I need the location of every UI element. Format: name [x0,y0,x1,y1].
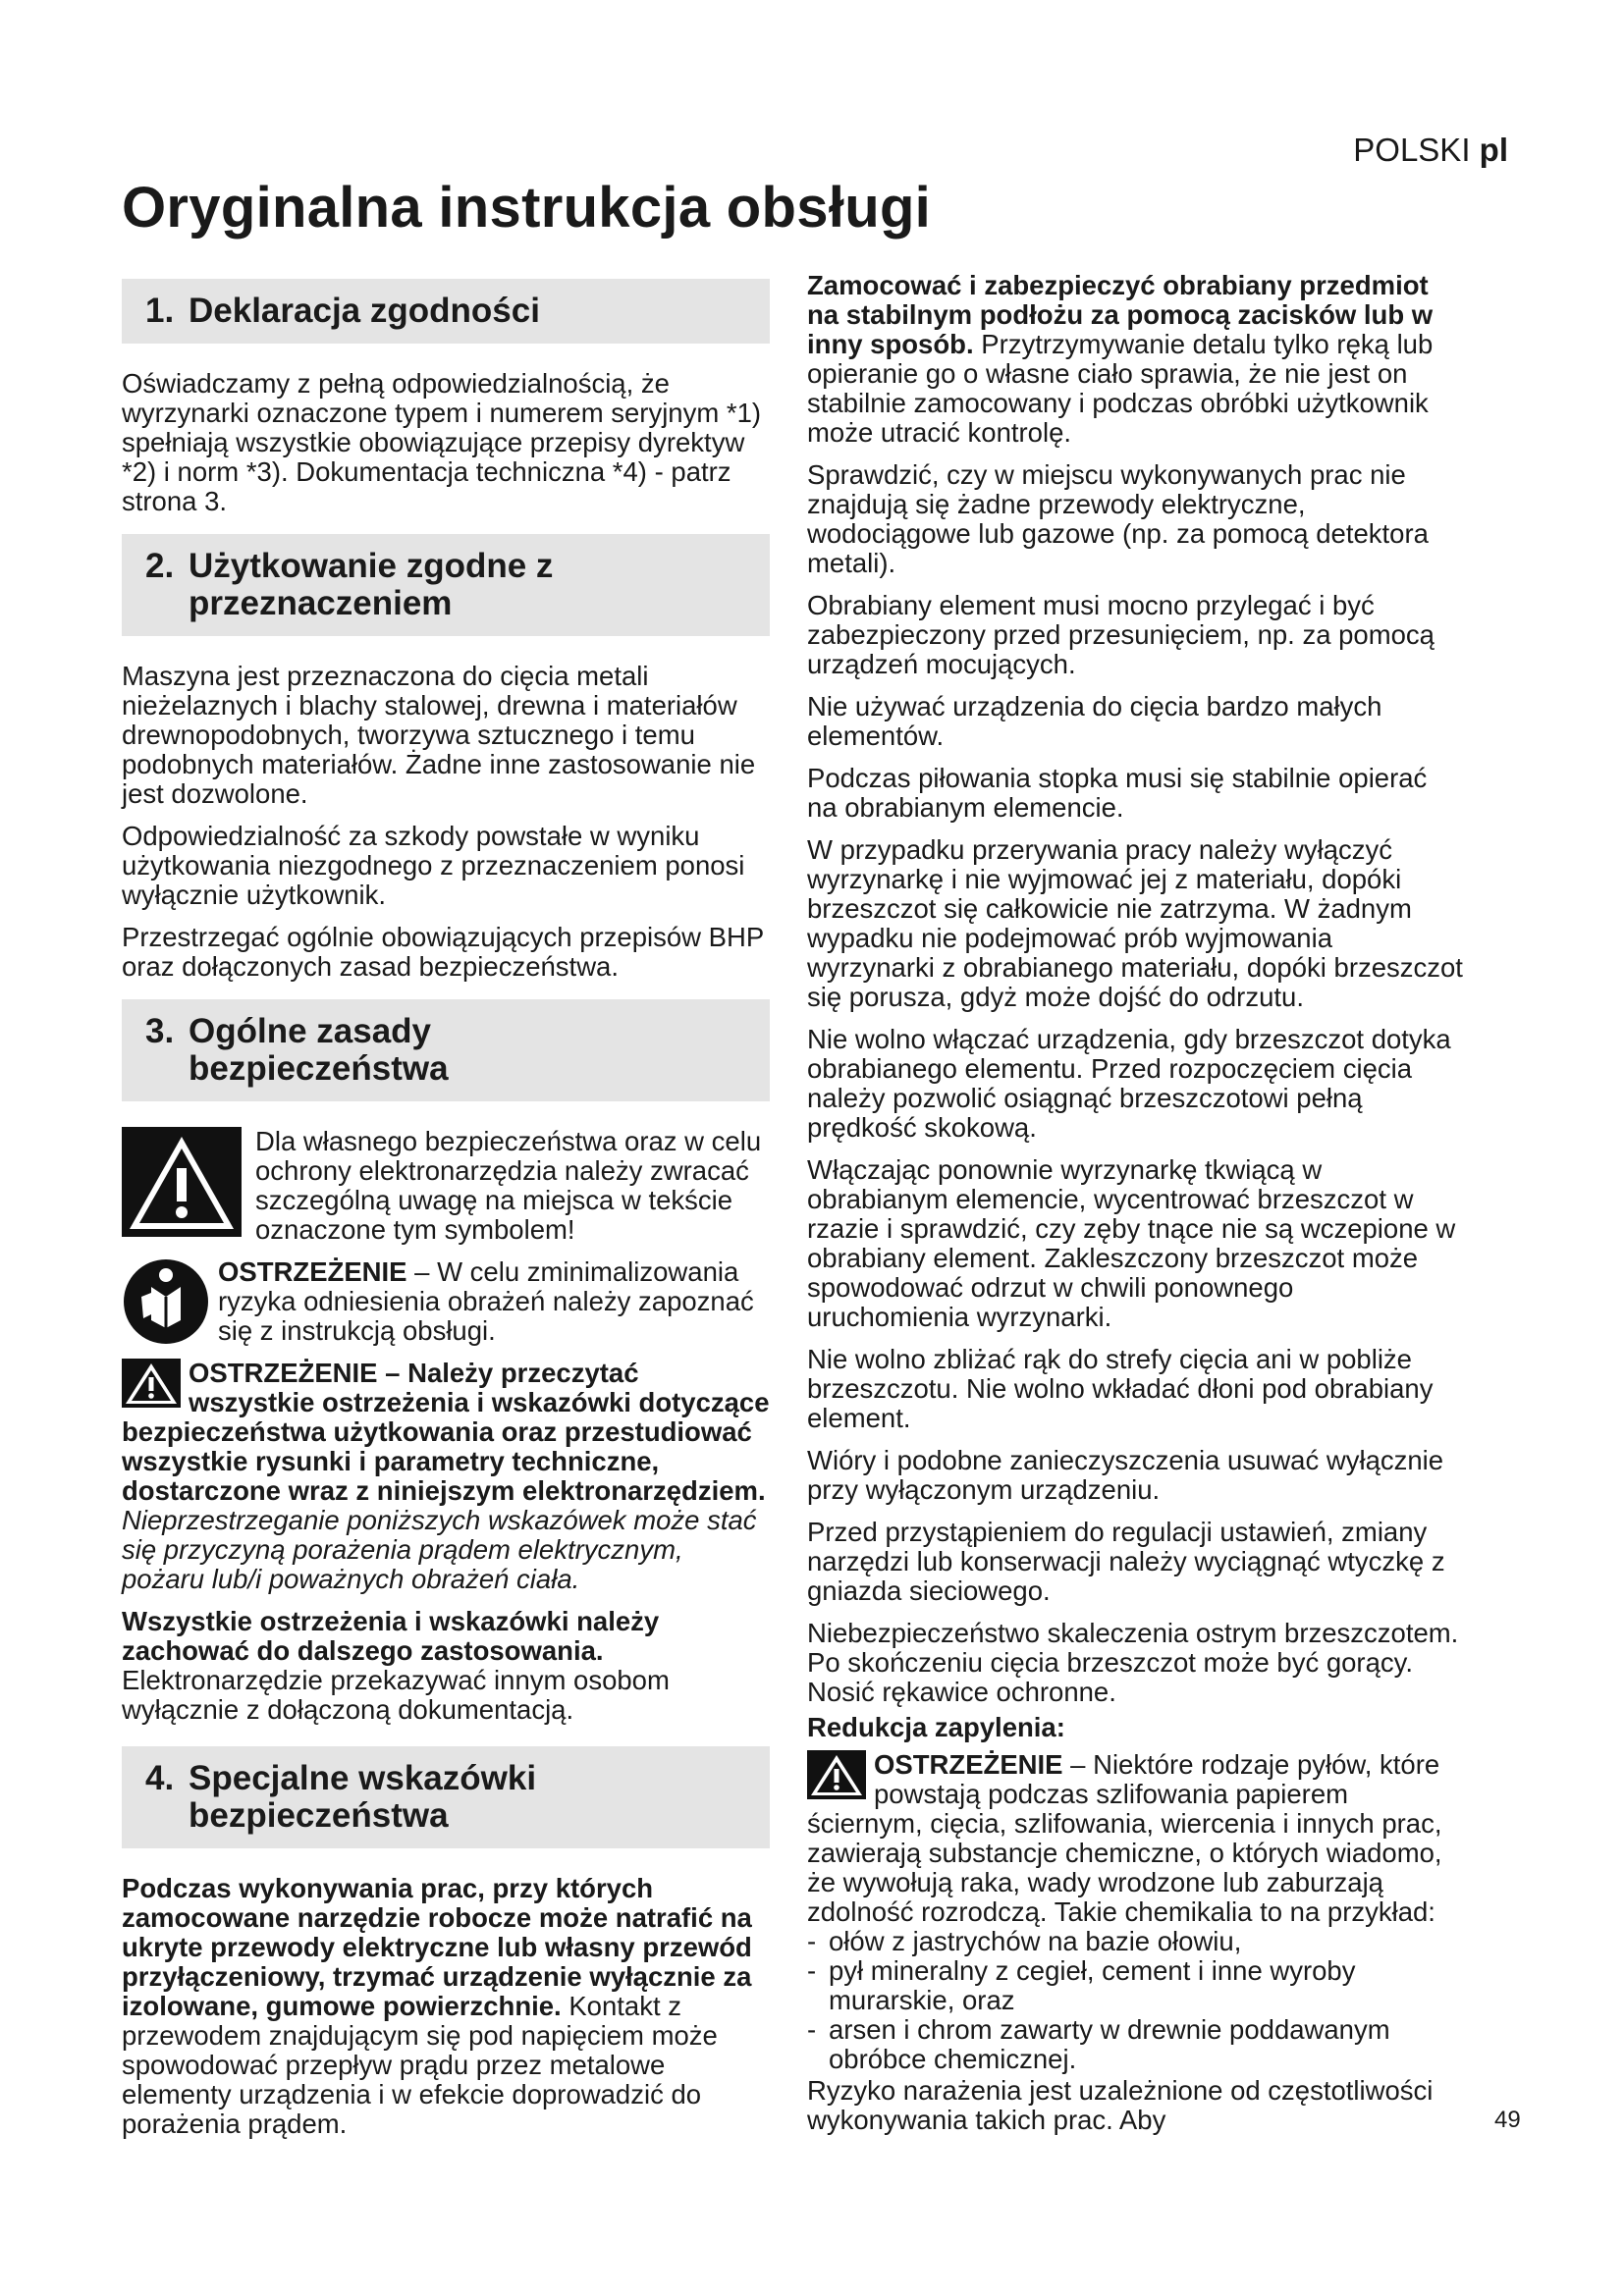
keep-bold-text: Wszystkie ostrzeżenia i wskazówki należy zachować do dalszego zastosowania. [122,1606,660,1666]
list-item-text: ołów z jastrychów na bazie ołowiu, [829,1926,1242,1956]
warning-read-manual [122,1257,770,1346]
section-heading-1 [122,279,770,344]
section-number: 2. [145,547,175,585]
language-code: pl [1479,132,1508,168]
warning-text: – W celu zminimalizowania ryzyka odniesienia obrażeń należy zapoznać się z instrukcją obsługi. [218,1256,754,1346]
restart-paragraph: Włączając ponownie wyrzynarkę tkwiącą w obrabianym elemencie, wycentrować brzeszczot w rzazie i sprawdzić, czy zęby tnące nie są wczepione w obrabiany element. Zakleszczony brzeszczot może spowodować odrzut w chwili ponownego uruchomienia wyrzynarki. [807,1154,1456,1332]
warning-read-all [122,1359,770,1594]
dust-warning-label: OSTRZEŻENIE [874,1749,1063,1780]
warning-triangle-icon [122,1127,242,1237]
section-title: Deklaracja zgodności [189,292,540,330]
shoe-paragraph: Podczas piłowania stopka musi się stabilnie opierać na obrabianym elemencie. [807,763,1428,823]
warning-symbol-block [122,1127,770,1245]
dust-list [807,1927,1463,2074]
left-column [122,275,770,2152]
check-wires-paragraph: Sprawdzić, czy w miejscu wykonywanych prac nie znajdują się żadne przewody elektryczne, wodociągowe lub gazowe (np. za pomocą detektora metali). [807,459,1429,578]
section-title: Użytkowanie zgodne z przeznaczeniem [189,547,554,622]
clamp-workpiece-paragraph [807,271,1463,448]
intended-use-paragraph: Maszyna jest przeznaczona do cięcia metali nieżelaznych i blachy stalowej, drewna i materiałów drewnopodobnych, tworzywa sztucznego i temu podobnych materiałów. Żadne inne zastosowanie nie jest dozwolone. [122,661,756,809]
page-title: Oryginalna instrukcja obsługi [122,176,932,240]
dust-last-paragraph: Ryzyko narażenia jest uzależnione od częstotliwości wykonywania takich prac. Aby [807,2075,1434,2135]
workpiece-secure-paragraph: Obrabiany element musi mocno przylegać i być zabezpieczony przed przesunięciem, np. za pomocą urządzeń mocujących. [807,590,1435,679]
section-title: Specjalne wskazówki bezpieczeństwa [189,1759,537,1835]
warning-triangle-icon [122,1359,181,1408]
keep-instructions-paragraph [122,1607,770,1725]
hidden-wires-paragraph [122,1874,770,2139]
language-name: POLSKI [1353,132,1471,168]
warning-bold-text: OSTRZEŻENIE – Należy przeczytać wszystkie ostrzeżenia i wskazówki dotyczące bezpieczeństwa użytkowania oraz przestudiować wszystkie rysunki i parametry techniczne, dostarczone wraz z niniejszym elektronarzędziem. [122,1358,770,1506]
chips-paragraph: Wióry i podobne zanieczyszczenia usuwać wyłącznie przy wyłączonym urządzeniu. [807,1445,1444,1505]
hidden-wires-text: Kontakt z przewodem znajdującym się pod napięciem może spowodować przepływ prądu przez metalowe elementy urządzenia i w efekcie doprowadzić do porażenia prądem. [122,1991,718,2139]
switch-on-paragraph: Nie wolno włączać urządzenia, gdy brzeszczot dotyka obrabianego elementu. Przed rozpoczęciem cięcia należy pozwolić osiągnąć brzeszczotowi pełną prędkość skokową. [807,1024,1451,1143]
section-number: 1. [145,292,175,330]
bhp-paragraph: Przestrzegać ogólnie obowiązujących przepisów BHP oraz dołączonych zasad bezpieczeństwa. [122,922,764,982]
warning-italic-text: Nieprzestrzeganie poniższych wskazówek może stać się przyczyną porażenia prądem elektrycznym, pożaru lub/i poważnych obrażeń ciała. [122,1505,757,1594]
read-manual-icon [122,1257,210,1346]
section-heading-2 [122,534,770,636]
hands-paragraph: Nie wolno zbliżać rąk do strefy cięcia ani w pobliże brzeszczotu. Nie wolno wkładać dłoni pod obrabiany element. [807,1344,1434,1433]
list-item: - pył mineralny z cegieł, cement i inne wyroby murarskie, oraz [807,1956,1463,2015]
dust-heading: Redukcja zapylenia: [807,1712,1065,1742]
blade-hot-paragraph: Niebezpieczeństwo skaleczenia ostrym brzeszczotem. Po skończeniu cięcia brzeszczot może być gorący. Nosić rękawice ochronne. [807,1618,1459,1707]
dust-warning-text: – Niektóre rodzaje pyłów, które powstają podczas szlifowania papierem ściernym, cięcia, szlifowania, wiercenia i innych prac, zawierają substancje chemiczne, o których wiadomo, że wywołują raka, wady wrodzone lub zaburzają zdolność rozrodczą. Takie chemikalia to na przykład: [807,1749,1442,1927]
small-pieces-paragraph: Nie używać urządzenia do cięcia bardzo małych elementów. [807,691,1382,751]
clamp-text: Przytrzymywanie detalu tylko ręką lub opieranie go o własne ciało sprawia, że nie jest on stabilnie zamocowany i podczas obróbki użytkownik może utracić kontrolę. [807,329,1434,448]
list-item: - arsen i chrom zawarty w drewnie poddawanym obróbce chemicznej. [807,2015,1463,2074]
warning-triangle-icon [807,1750,866,1799]
warning-symbol-text: Dla własnego bezpieczeństwa oraz w celu ochrony elektronarzędzia należy zwracać szczególną uwagę na miejsca w tekście oznaczone tym symbolem! [255,1126,762,1245]
interrupt-work-paragraph: W przypadku przerywania pracy należy wyłączyć wyrzynarkę i nie wyjmować jej z materiału, dopóki brzeszczot się całkowicie nie zatrzyma. W żadnym wypadku nie podejmować prób wyjmowania wyrzynarki z obrabianego materiału, dopóki brzeszczot się porusza, gdyż może dojść do odrzutu. [807,834,1463,1012]
page-number: 49 [1494,2107,1521,2133]
dust-warning [807,1750,1463,1927]
declaration-paragraph: Oświadczamy z pełną odpowiedzialnością, że wyrzynarki oznaczone typem i numerem seryjnym *1) spełniają wszystkie obowiązujące przepisy dyrektyw *2) i norm *3). Dokumentacja techniczna *4) - patrz strona 3. [122,368,762,516]
liability-paragraph: Odpowiedzialność za szkody powstałe w wyniku użytkowania niezgodnego z przeznaczeniem ponosi wyłącznie użytkownik. [122,821,745,910]
section-heading-4 [122,1746,770,1848]
section-title: Ogólne zasady bezpieczeństwa [189,1012,449,1088]
section-heading-3 [122,999,770,1101]
section-number: 3. [145,1012,175,1050]
list-item-text: arsen i chrom zawarty w drewnie poddawanym obróbce chemicznej. [829,2014,1390,2074]
language-label [1353,132,1508,169]
unplug-paragraph: Przed przystąpieniem do regulacji ustawień, zmiany narzędzi lub konserwacji należy wyciągnąć wtyczkę z gniazda sieciowego. [807,1517,1445,1606]
right-column [807,271,1463,2148]
hidden-wires-bold-text: Podczas wykonywania prac, przy których zamocowane narzędzie robocze może natrafić na ukryte przewody elektryczne lub własny przewód przyłączeniowy, trzymać urządzenie wyłącznie za izolowane, gumowe powierzchnie. [122,1873,752,2021]
section-number: 4. [145,1759,175,1797]
list-item-text: pył mineralny z cegieł, cement i inne wyroby murarskie, oraz [829,1955,1356,2015]
warning-label: OSTRZEŻENIE [218,1256,407,1287]
clamp-bold-text: Zamocować i zabezpieczyć obrabiany przedmiot na stabilnym podłożu za pomocą zacisków lub w inny sposób. [807,270,1434,359]
list-item: - ołów z jastrychów na bazie ołowiu, [807,1926,1242,1956]
keep-text: Elektronarzędzie przekazywać innym osobom wyłącznie z dołączoną dokumentacją. [122,1665,670,1725]
